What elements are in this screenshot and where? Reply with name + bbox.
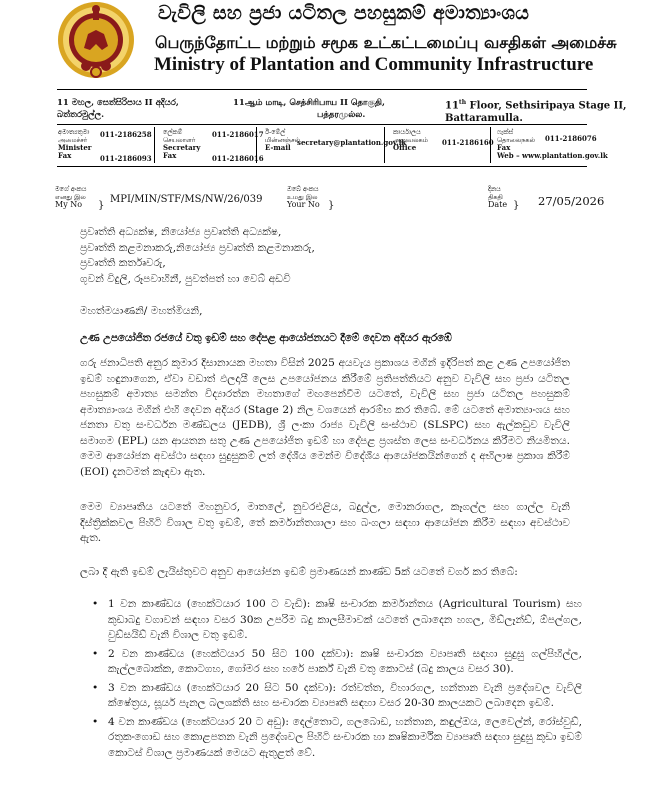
contact-email: ඊ-මේල් மின்னஞ்சல் E-mail: [265, 128, 300, 152]
contact-minister: අමාත්‍යතුමා அமைச்சர் Minister Fax: [58, 128, 92, 160]
your-no-label: ඔබේ අංකය உமது இல Your No: [287, 185, 320, 209]
address-sinhala: [57, 97, 179, 121]
contact-divider: [384, 127, 385, 163]
email-link[interactable]: secretary@plantation.gov.lk: [297, 138, 407, 147]
secretary-telephone: 011-2186017: [212, 130, 264, 139]
ministry-title-tamil: பெருந்தோட்ட மற்றும் சமூக உட்கட்டமைப்பு வசதிகள் அமைச்சு: [155, 33, 617, 52]
contact-secretary: ලේකම් செயலாளர் Secretary Fax: [163, 128, 201, 160]
address-english: [445, 96, 627, 125]
ministry-title-english: Ministry of Plantation and Community Infrastructure: [154, 54, 594, 75]
ministry-title-sinhala: වැවිලි සහ ප්‍රජා යටිතල පහසුකම් අමාත්‍යාංශය: [158, 2, 530, 24]
office-telephone: 011-2186160: [442, 138, 494, 147]
list-item: • 2 වන කාණ්ඩය (හෙක්ටයාර 50 සිට 100 දක්වා): කෘෂි සංචාරක ව්‍යාපෘති සඳහා සුදුසු ගල්පිහිල්ල, කැල්ලබොක්ක, කොටගහ, ගෝමර සහ හරේ පාර්ක් වැනි වතු කොටස් (බදු කාලය වසර 30).: [92, 647, 582, 675]
contact-divider: [490, 127, 491, 163]
office-fax: 011-2186076: [545, 134, 597, 143]
minister-fax: 011-2186093: [100, 154, 152, 163]
paragraph-2: මෙම ව්‍යාපෘතිය යටතේ මහනුවර, මාතලේ, නුවරඑළිය, බදුල්ල, මොනරාගල, කෑගල්ල සහ ගාල්ල වැනි දිස්ත්‍රික්කවල පිහිටි විශාල වතු ඉඩම්, තේ කර්මාන්තශාලා සහ බංගලා සඳහා ආයෝජන කිරීම සඳහා අවස්ථාව ඇත.: [80, 501, 570, 544]
my-no-label: මගේ අංකය எனது இல My No: [55, 185, 87, 209]
address-english-line2: Battaramulla.: [445, 113, 523, 125]
list-item: • 3 වන කාණ්ඩය (හෙක්ටයාර 20 සිට 50 දක්වා): රත්වත්ත, විහාරගල, හන්තාන වැනි ප්‍රදේශවල වැවිලි ක්ෂේත්‍රය, සූර්ය පැනල බලශක්ති සහ සංචාරක ව්‍යාපෘති සඳහා වසර 20-30 කාලයකට ලබාදෙන ඉඩම්.: [92, 681, 582, 709]
recipient-line: ප්‍රවෘත්ති අධ්‍යක්ෂ, නියෝජ්‍ය ප්‍රවෘත්ති අධ්‍යක්ෂ,: [80, 226, 282, 238]
letter-date: 27/05/2026: [538, 194, 605, 208]
paragraph-1: ගරු ජනාධිපති අනුර කුමාර දිසානායක මහතා විසින් 2025 අයවැය ප්‍රකාශය මගින් ඉදිරිපත් කළ උණ උපයෝජිත ඉඩම් හඳුනාගෙන, ඒවා වඩාත් ඵලදායී ලෙස උපයෝජනය කිරීමේ ප්‍රතිපත්තියට අනුව වැවිලි සහ ප්‍රජා යටිතල පහසුකම් අමාත්‍ය සමන්ත විද්‍යාරත්න මහතාගේ මඟපෙන්වීම යටතේ, වැවිලි සහ ප්‍රජා යටිතල පහසුකම් අමාත්‍යාංශය මගින් එහි දෙවන අදියර (Stage 2) නිල වශයෙන් ආරම්භ කර තිබේ. මේ යටතේ අමාත්‍යාංශය සහ ජනතා වතු සංවර්ධන මණ්ඩලය (JEDB), ශ්‍රී ලංකා රාජ්‍ය වැවිලි සංස්ථාව (SLSPC) සහ ඇල්කඩුව වැවිලි සමාගම (EPL) යන ආයතන සතු උණ උපයෝජිත ඉඩම් හා දේපළ ප්‍රශස්ත ලෙස සංවර්ධනය කිරීමට නියමිතය. මෙම ආයෝජන අවස්ථා සඳහා සුදුසුකම් ලත් දේශීය මෙන්ම විදේශීය ආයෝජකයින්ගෙන් ද අභිලාෂ ප්‍රකාශ කිරීම් (EOI) දැනටමත් කැඳවා ඇත.: [80, 357, 570, 478]
paragraph-3: ලබා දී ඇති ඉඩම් ලැයිස්තුවට අනුව ආයෝජන ඉඩම් ප්‍රමාණයන් කාණ්ඩ 5ක් යටතේ වර්ග කර තිබේ:: [80, 566, 518, 578]
category-list: [80, 597, 582, 764]
secretary-fax: 011-2186016: [212, 154, 264, 163]
salutation: මහත්මයාණනි/ මහත්මියනි,: [80, 305, 203, 317]
sri-lanka-emblem-icon: [56, 0, 136, 82]
date-label: දිනය திகதி Date: [488, 185, 508, 209]
my-reference-number: MPI/MIN/STF/MS/NW/26/039: [110, 194, 263, 205]
recipient-line: ප්‍රවෘත්ති කළමනාකරු,නියෝජ්‍ය ප්‍රවෘත්ති කළමනාකරු,: [80, 241, 315, 254]
letterhead: [0, 0, 650, 90]
recipients-block: [80, 225, 570, 287]
recipient-line: ප්‍රවෘත්ති කර්තෘවරු,: [80, 257, 166, 269]
list-item: • 1 වන කාණ්ඩය (හෙක්ටයාර 100 ට වැඩි): කෘෂි සංචාරක කර්මාන්තය (Agricultural Tourism) සහ කුඩාබදු වගාවන් සඳහා වසර 30ක උපරිම බදු කාලසීමාවක් යටතේ ලබාදෙන හගල, මිඩ්ලෑන්ඩ්, ඕපල්ගල, වුඩ්සයිඩ් වැනි විශාල වතු ඉඩම්.: [92, 598, 582, 641]
contact-fax-web: ෆැක්ස් தொலைநகல் Fax Web – www.plantation.gov.lk: [497, 128, 608, 160]
contact-office: කාර්යාලය அலுவலகம் Office: [393, 128, 428, 152]
address-divider: [57, 124, 587, 125]
contact-bottom-divider: [57, 166, 587, 167]
contact-divider: [256, 127, 257, 163]
address-sinhala-line1: 11 මහල, සෙත්සිරිපාය II අදියර,: [57, 98, 179, 108]
minister-telephone: 011-2186258: [100, 130, 152, 139]
address-tamil: [233, 97, 385, 121]
subject-line: උණ උපයෝජිත රජයේ වතු ඉඩම් සහ දේපළ ආයෝජනයට දීමේ දෙවන අදියර ඇරඹේ: [80, 332, 452, 344]
address-tamil-line1: 11ஆம் மாடி, செத்சிரிபாய II தொகுதி,: [233, 98, 385, 108]
website-link[interactable]: Web – www.plantation.gov.lk: [497, 151, 608, 160]
list-item: • 4 වන කාණ්ඩය (හෙක්ටයාර 20 ට අඩු): දෙල්තොට, ගලබොඩ, හන්තාන, කඳුල්ඔය, ලෙවෙල්න්, රෝස්වුඩ්, රතුකංගොඩ සහ කොළපතන වැනි ප්‍රදේශවල පිහිටි සංචාරක හා කෘෂිකාර්මික ව්‍යාපෘති සඳහා සුදුසු කුඩා ඉඩම් කොටස් විශාල ප්‍රමාණයක් මෙයට ඇතුළත් වේ.: [92, 715, 582, 759]
header-divider: [57, 89, 587, 90]
address-tamil-line2: பத்தரமுல்ல.: [317, 110, 366, 120]
address-sinhala-line2: බත්තරමුල්ල.: [57, 110, 105, 120]
contact-divider: [154, 127, 155, 163]
recipient-line: ගුවන් විදුලි, රූපවාහිනී, පුවත්පත් හා වෙබ් අඩවි: [80, 272, 291, 285]
address-english-line1: 11th Floor, Sethsiripaya Stage II,: [445, 99, 627, 112]
